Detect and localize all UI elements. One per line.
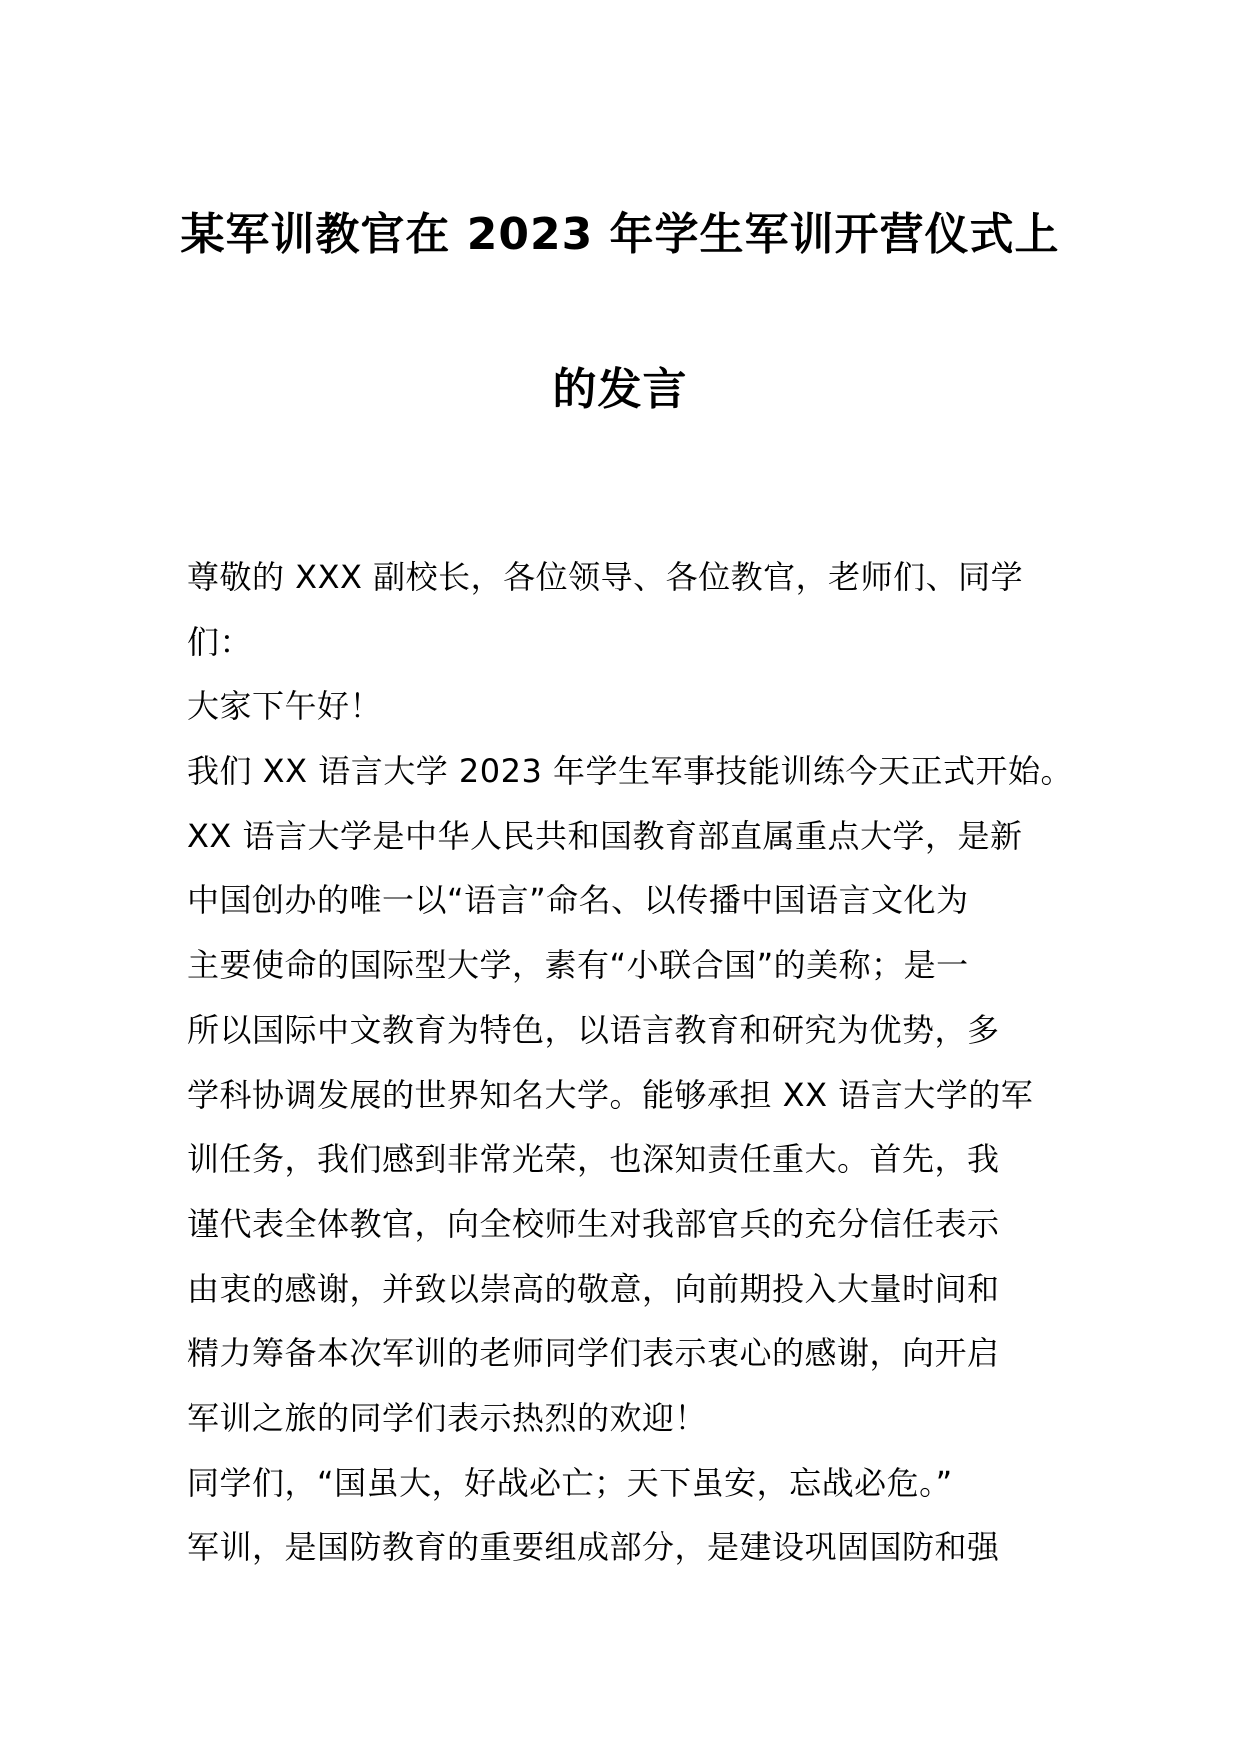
body-line: 军训之旅的同学们表示热烈的欢迎！ — [187, 1398, 708, 1437]
body-line: XX 语言大学是中华人民共和国教育部直属重点大学，是新 — [187, 816, 1023, 855]
body-line: 谨代表全体教官，向全校师生对我部官兵的充分信任表示 — [187, 1204, 1000, 1243]
document-title-line-2: 的发言 — [552, 364, 688, 415]
body-line: 尊敬的 XXX 副校长，各位领导、各位教官，老师们、同学 — [187, 558, 1024, 596]
body-line: 同学们，“国虽大，好战必亡；天下虽安，忘战必危。” — [187, 1463, 953, 1502]
body-line: 中国创办的唯一以“语言”命名、以传播中国语言文化为 — [187, 881, 969, 920]
body-line: 学科协调发展的世界知名大学。能够承担 XX 语言大学的军 — [187, 1075, 1034, 1114]
body-line: 精力筹备本次军训的老师同学们表示衷心的感谢，向开启 — [187, 1334, 1000, 1373]
body-line: 主要使命的国际型大学，素有“小联合国”的美称；是一 — [187, 946, 969, 985]
body-line: 大家下午好！ — [187, 687, 383, 726]
body-line: 们： — [187, 622, 253, 661]
document-body — [187, 545, 1073, 1580]
document-title-line-1: 某军训教官在 2023 年学生军训开营仪式上 — [180, 209, 1060, 260]
body-line: 训任务，我们感到非常光荣，也深知责任重大。首先，我 — [187, 1140, 1000, 1179]
body-line: 军训，是国防教育的重要组成部分，是建设巩固国防和强 — [187, 1528, 1000, 1567]
body-line: 所以国际中文教育为特色，以语言教育和研究为优势，多 — [187, 1010, 1000, 1049]
body-line: 我们 XX 语言大学 2023 年学生军事技能训练今天正式开始。 — [187, 752, 1073, 791]
body-line: 由衷的感谢，并致以崇高的敬意，向前期投入大量时间和 — [187, 1269, 1000, 1308]
